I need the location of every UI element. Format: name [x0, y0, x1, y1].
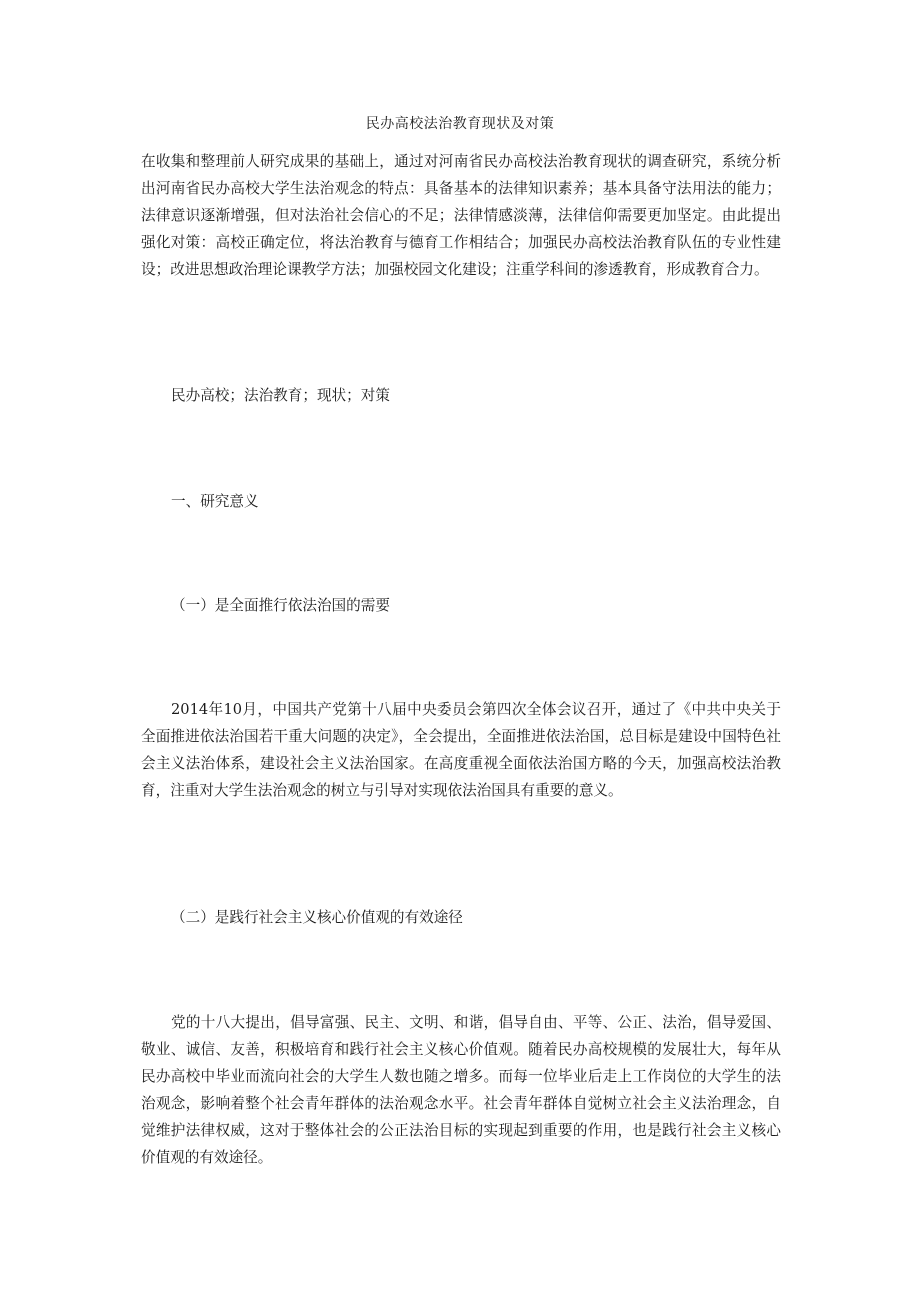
body-paragraph-rule-of-law: 2014年10月，中国共产党第十八届中央委员会第四次全体会议召开，通过了《中共中央关于全面推进依法治国若干重大问题的决定》，全会提出，全面推进依法治国，总目标是建设中国特色社会主义法治体系，建设社会主义法治国家。在高度重视全面依法治国方略的今天，加强高校法治教育，注重对大学生法治观念的树立与引导对实现依法治国具有重要的意义。 — [141, 701, 781, 799]
abstract-paragraph: 在收集和整理前人研究成果的基础上，通过对河南省民办高校法治教育现状的调查研究，系统分析出河南省民办高校大学生法治观念的特点：具备基本的法律知识素养；基本具备守法用法的能力；法律意识逐渐增强，但对法治社会信心的不足；法律情感淡薄，法律信仰需要更加坚定。由此提出强化对策：高校正确定位，将法治教育与德育工作相结合；加强民办高校法治教育队伍的专业性建设；改进思想政治理论课教学方法；加强校园文化建设；注重学科间的渗透教育，形成教育合力。 — [141, 153, 781, 278]
section-heading-research-significance: 一、研究意义 — [171, 493, 259, 510]
body-paragraph-core-values: 党的十八大提出，倡导富强、民主、文明、和谐，倡导自由、平等、公正、法治，倡导爱国、敬业、诚信、友善，积极培育和践行社会主义核心价值观。随着民办高校规模的发展壮大，每年从民办高校中毕业而流向社会的大学生人数也随之增多。而每一位毕业后走上工作岗位的大学生的法治观念，影响着整个社会青年群体的法治观念水平。社会青年群体自觉树立社会主义法治理念，自觉维护法律权威，这对于整体社会的公正法治目标的实现起到重要的作用，也是践行社会主义核心价值观的有效途径。 — [141, 1014, 781, 1166]
subsection-heading-core-values: （二）是践行社会主义核心价值观的有效途径 — [171, 909, 463, 926]
document-title: 民办高校法治教育现状及对策 — [365, 116, 555, 132]
keywords-line: 民办高校；法治教育；现状；对策 — [171, 387, 390, 404]
subsection-heading-rule-of-law: （一）是全面推行依法治国的需要 — [171, 597, 390, 614]
